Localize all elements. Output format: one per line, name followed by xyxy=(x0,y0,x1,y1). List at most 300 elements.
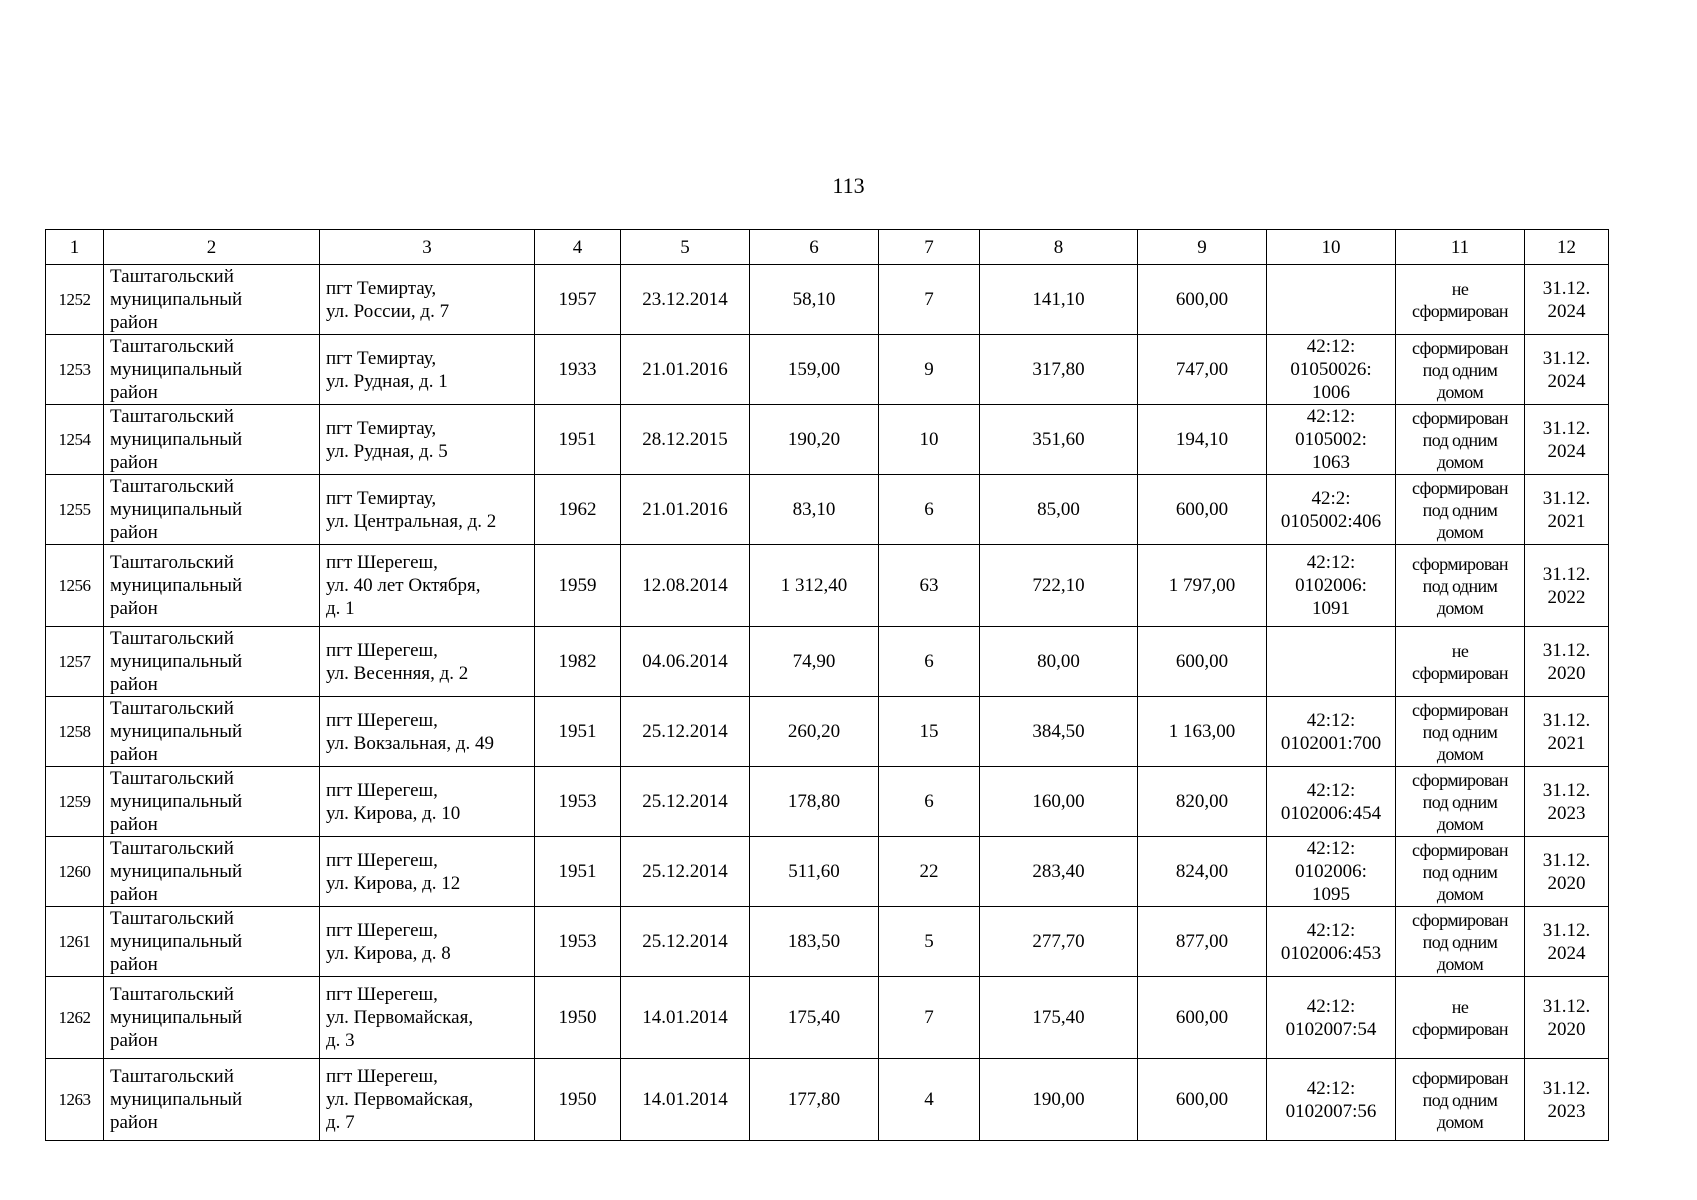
district-cell xyxy=(104,335,320,405)
column-header: 8 xyxy=(980,230,1138,265)
district-line: Таштагольский xyxy=(110,406,234,427)
address-line: пгт Шерегеш, xyxy=(326,1066,438,1087)
table-row xyxy=(46,837,1609,907)
col7-cell: 6 xyxy=(879,475,980,545)
district-cell xyxy=(104,907,320,977)
col8-cell: 283,40 xyxy=(980,837,1138,907)
column-header: 9 xyxy=(1138,230,1267,265)
district-line: район xyxy=(110,814,158,835)
cadastral-line: 1091 xyxy=(1312,598,1350,619)
district-line: муниципальный xyxy=(110,651,243,672)
cadastral-number-cell xyxy=(1267,265,1396,335)
cadastral-number-cell xyxy=(1267,405,1396,475)
cadastral-line: 42:2: xyxy=(1311,487,1351,509)
cadastral-number-cell xyxy=(1267,335,1396,405)
cadastral-number-cell xyxy=(1267,697,1396,767)
status-line: домом xyxy=(1436,521,1484,542)
col6-cell: 175,40 xyxy=(750,977,879,1059)
address-cell xyxy=(320,907,535,977)
land-status-cell xyxy=(1396,545,1525,627)
col6-cell: 190,20 xyxy=(750,405,879,475)
status-line: сформирован xyxy=(1412,839,1508,860)
table-row xyxy=(46,767,1609,837)
status-line: домом xyxy=(1436,597,1484,618)
district-cell xyxy=(104,405,320,475)
deadline-cell xyxy=(1525,627,1609,697)
status-line: не xyxy=(1451,278,1469,299)
column-header: 6 xyxy=(750,230,879,265)
deadline-line: 31.12. xyxy=(1542,417,1591,439)
col6-cell: 74,90 xyxy=(750,627,879,697)
date-cell: 12.08.2014 xyxy=(621,545,750,627)
column-header: 11 xyxy=(1396,230,1525,265)
address-line: пгт Шерегеш, xyxy=(326,552,438,573)
year-cell: 1953 xyxy=(535,767,621,837)
year-cell: 1951 xyxy=(535,837,621,907)
district-line: Таштагольский xyxy=(110,552,234,573)
year-cell: 1933 xyxy=(535,335,621,405)
address-line: д. 1 xyxy=(326,598,355,619)
column-header: 5 xyxy=(621,230,750,265)
district-line: муниципальный xyxy=(110,1089,243,1110)
deadline-line: 31.12. xyxy=(1542,709,1591,731)
address-line: пгт Шерегеш, xyxy=(326,709,438,731)
status-line: сформирован xyxy=(1412,337,1508,358)
address-line: пгт Шерегеш, xyxy=(326,639,438,661)
address-line: пгт Темиртау, xyxy=(326,347,437,369)
district-line: Таштагольский xyxy=(110,768,234,789)
cadastral-line: 0105002: xyxy=(1295,429,1367,450)
col9-cell: 194,10 xyxy=(1138,405,1267,475)
deadline-line: 31.12. xyxy=(1542,779,1591,801)
year-cell: 1950 xyxy=(535,1059,621,1141)
deadline-line: 31.12. xyxy=(1542,347,1591,369)
row-number-cell: 1255 xyxy=(46,475,104,545)
address-line: ул. Кирова, д. 12 xyxy=(326,872,461,894)
status-line: под одним xyxy=(1422,791,1498,812)
address-line: ул. Кирова, д. 10 xyxy=(326,802,461,824)
col6-cell: 83,10 xyxy=(750,475,879,545)
district-cell xyxy=(104,697,320,767)
status-line: под одним xyxy=(1422,499,1498,520)
date-cell: 04.06.2014 xyxy=(621,627,750,697)
column-header: 12 xyxy=(1525,230,1609,265)
row-number-cell: 1259 xyxy=(46,767,104,837)
address-cell xyxy=(320,1059,535,1141)
district-line: район xyxy=(110,884,158,905)
year-cell: 1957 xyxy=(535,265,621,335)
date-cell: 25.12.2014 xyxy=(621,767,750,837)
land-status-cell xyxy=(1396,697,1525,767)
col7-cell: 22 xyxy=(879,837,980,907)
address-line: ул. Центральная, д. 2 xyxy=(326,510,497,532)
district-line: Таштагольский xyxy=(110,336,234,357)
column-number-header-row xyxy=(46,230,1609,265)
date-cell: 14.01.2014 xyxy=(621,977,750,1059)
cadastral-number-cell xyxy=(1267,907,1396,977)
col9-cell: 600,00 xyxy=(1138,1059,1267,1141)
deadline-line: 2022 xyxy=(1547,586,1586,608)
col6-cell: 177,80 xyxy=(750,1059,879,1141)
status-line: сформирован xyxy=(1412,1018,1508,1039)
status-line: домом xyxy=(1436,1111,1484,1132)
table-row xyxy=(46,697,1609,767)
deadline-line: 2024 xyxy=(1547,300,1586,322)
col9-cell: 600,00 xyxy=(1138,627,1267,697)
cadastral-number-cell xyxy=(1267,545,1396,627)
deadline-cell xyxy=(1525,767,1609,837)
cadastral-line: 42:12: xyxy=(1306,838,1356,859)
year-cell: 1962 xyxy=(535,475,621,545)
cadastral-line: 1095 xyxy=(1312,884,1350,905)
row-number-cell: 1261 xyxy=(46,907,104,977)
address-line: ул. Первомайская, xyxy=(326,1089,474,1110)
deadline-line: 31.12. xyxy=(1542,487,1591,509)
col7-cell: 10 xyxy=(879,405,980,475)
district-line: район xyxy=(110,674,158,695)
column-header: 2 xyxy=(104,230,320,265)
col9-cell: 824,00 xyxy=(1138,837,1267,907)
cadastral-line: 1063 xyxy=(1312,452,1350,473)
status-line: под одним xyxy=(1422,931,1498,952)
deadline-line: 2020 xyxy=(1547,1018,1586,1040)
column-header: 3 xyxy=(320,230,535,265)
table-row xyxy=(46,475,1609,545)
deadline-line: 2024 xyxy=(1547,370,1586,392)
col8-cell: 141,10 xyxy=(980,265,1138,335)
district-line: муниципальный xyxy=(110,861,243,882)
deadline-cell xyxy=(1525,475,1609,545)
deadline-line: 31.12. xyxy=(1542,277,1591,299)
land-status-cell xyxy=(1396,767,1525,837)
col6-cell: 159,00 xyxy=(750,335,879,405)
cadastral-line: 42:12: xyxy=(1306,552,1356,573)
district-cell xyxy=(104,545,320,627)
status-line: сформирован xyxy=(1412,662,1508,683)
address-cell xyxy=(320,837,535,907)
col8-cell: 160,00 xyxy=(980,767,1138,837)
address-cell xyxy=(320,475,535,545)
date-cell: 23.12.2014 xyxy=(621,265,750,335)
table-row xyxy=(46,265,1609,335)
table-body xyxy=(46,230,1609,1141)
col9-cell: 1 163,00 xyxy=(1138,697,1267,767)
col7-cell: 6 xyxy=(879,767,980,837)
district-line: район xyxy=(110,598,158,619)
row-number-cell: 1260 xyxy=(46,837,104,907)
cadastral-number-cell xyxy=(1267,627,1396,697)
district-line: муниципальный xyxy=(110,359,243,380)
deadline-line: 2024 xyxy=(1547,440,1586,462)
deadline-cell xyxy=(1525,335,1609,405)
date-cell: 14.01.2014 xyxy=(621,1059,750,1141)
address-cell xyxy=(320,627,535,697)
deadline-line: 31.12. xyxy=(1542,639,1591,661)
column-header: 10 xyxy=(1267,230,1396,265)
status-line: домом xyxy=(1436,883,1484,904)
status-line: домом xyxy=(1436,953,1484,974)
status-line: под одним xyxy=(1422,429,1498,450)
col8-cell: 317,80 xyxy=(980,335,1138,405)
page-number: 113 xyxy=(832,173,865,198)
year-cell: 1982 xyxy=(535,627,621,697)
status-line: сформирован xyxy=(1412,300,1508,321)
status-line: под одним xyxy=(1422,575,1498,596)
col8-cell: 190,00 xyxy=(980,1059,1138,1141)
deadline-line: 31.12. xyxy=(1542,849,1591,871)
cadastral-line: 42:12: xyxy=(1306,779,1356,801)
col7-cell: 7 xyxy=(879,977,980,1059)
district-line: район xyxy=(110,1112,158,1133)
col9-cell: 1 797,00 xyxy=(1138,545,1267,627)
district-line: Таштагольский xyxy=(110,838,234,859)
deadline-cell xyxy=(1525,405,1609,475)
year-cell: 1959 xyxy=(535,545,621,627)
district-line: муниципальный xyxy=(110,429,243,450)
status-line: под одним xyxy=(1422,861,1498,882)
year-cell: 1950 xyxy=(535,977,621,1059)
cadastral-line: 0102006: xyxy=(1295,861,1367,882)
district-line: Таштагольский xyxy=(110,1066,234,1087)
district-line: Таштагольский xyxy=(110,476,234,497)
district-cell xyxy=(104,977,320,1059)
district-cell xyxy=(104,475,320,545)
address-line: пгт Шерегеш, xyxy=(326,984,438,1005)
district-cell xyxy=(104,1059,320,1141)
deadline-line: 31.12. xyxy=(1542,919,1591,941)
col8-cell: 175,40 xyxy=(980,977,1138,1059)
district-line: муниципальный xyxy=(110,1007,243,1028)
district-line: район xyxy=(110,954,158,975)
cadastral-line: 1006 xyxy=(1312,382,1350,403)
cadastral-line: 42:12: xyxy=(1306,709,1356,731)
address-line: пгт Темиртау, xyxy=(326,417,437,439)
status-line: сформирован xyxy=(1412,407,1508,428)
cadastral-line: 0102006: xyxy=(1295,575,1367,596)
status-line: сформирован xyxy=(1412,699,1508,720)
district-line: муниципальный xyxy=(110,721,243,742)
cadastral-line: 42:12: xyxy=(1306,995,1356,1017)
district-line: муниципальный xyxy=(110,575,243,596)
deadline-cell xyxy=(1525,545,1609,627)
date-cell: 21.01.2016 xyxy=(621,335,750,405)
address-line: ул. Весенняя, д. 2 xyxy=(326,662,469,684)
table-row xyxy=(46,405,1609,475)
cadastral-number-cell xyxy=(1267,837,1396,907)
land-status-cell xyxy=(1396,405,1525,475)
col6-cell: 58,10 xyxy=(750,265,879,335)
date-cell: 25.12.2014 xyxy=(621,697,750,767)
column-header: 1 xyxy=(46,230,104,265)
deadline-cell xyxy=(1525,1059,1609,1141)
district-cell xyxy=(104,767,320,837)
col7-cell: 15 xyxy=(879,697,980,767)
col8-cell: 384,50 xyxy=(980,697,1138,767)
address-cell xyxy=(320,545,535,627)
status-line: сформирован xyxy=(1412,477,1508,498)
col6-cell: 1 312,40 xyxy=(750,545,879,627)
cadastral-line: 0102006:453 xyxy=(1280,942,1382,964)
deadline-cell xyxy=(1525,697,1609,767)
district-line: Таштагольский xyxy=(110,698,234,719)
status-line: под одним xyxy=(1422,721,1498,742)
district-line: Таштагольский xyxy=(110,984,234,1005)
year-cell: 1951 xyxy=(535,697,621,767)
cadastral-line: 42:12: xyxy=(1306,919,1356,941)
row-number-cell: 1263 xyxy=(46,1059,104,1141)
deadline-line: 2021 xyxy=(1547,510,1586,532)
deadline-line: 2020 xyxy=(1547,872,1586,894)
district-cell xyxy=(104,627,320,697)
col6-cell: 183,50 xyxy=(750,907,879,977)
deadline-line: 31.12. xyxy=(1542,563,1591,585)
district-cell xyxy=(104,837,320,907)
col7-cell: 5 xyxy=(879,907,980,977)
status-line: домом xyxy=(1436,743,1484,764)
cadastral-number-cell xyxy=(1267,1059,1396,1141)
address-line: ул. Кирова, д. 8 xyxy=(326,942,451,964)
address-line: д. 7 xyxy=(326,1112,355,1133)
col8-cell: 722,10 xyxy=(980,545,1138,627)
land-status-cell xyxy=(1396,907,1525,977)
row-number-cell: 1256 xyxy=(46,545,104,627)
date-cell: 21.01.2016 xyxy=(621,475,750,545)
deadline-cell xyxy=(1525,265,1609,335)
deadline-line: 2023 xyxy=(1547,1100,1586,1122)
district-line: район xyxy=(110,452,158,473)
deadline-cell xyxy=(1525,837,1609,907)
col7-cell: 7 xyxy=(879,265,980,335)
district-line: район xyxy=(110,522,158,543)
deadline-cell xyxy=(1525,977,1609,1059)
cadastral-line: 0102006:454 xyxy=(1280,802,1382,824)
address-line: пгт Темиртау, xyxy=(326,487,437,509)
cadastral-line: 42:12: xyxy=(1306,336,1356,357)
address-line: ул. Рудная, д. 5 xyxy=(326,440,448,462)
cadastral-number-cell xyxy=(1267,977,1396,1059)
col7-cell: 63 xyxy=(879,545,980,627)
status-line: домом xyxy=(1436,813,1484,834)
year-cell: 1953 xyxy=(535,907,621,977)
address-line: ул. 40 лет Октября, xyxy=(326,575,481,596)
land-status-cell xyxy=(1396,977,1525,1059)
land-status-cell xyxy=(1396,475,1525,545)
date-cell: 28.12.2015 xyxy=(621,405,750,475)
land-status-cell xyxy=(1396,627,1525,697)
col8-cell: 80,00 xyxy=(980,627,1138,697)
table-row xyxy=(46,335,1609,405)
status-line: сформирован xyxy=(1412,769,1508,790)
col7-cell: 9 xyxy=(879,335,980,405)
address-line: пгт Шерегеш, xyxy=(326,919,438,941)
address-cell xyxy=(320,265,535,335)
table-row xyxy=(46,1059,1609,1141)
column-header: 7 xyxy=(879,230,980,265)
col9-cell: 820,00 xyxy=(1138,767,1267,837)
col9-cell: 600,00 xyxy=(1138,475,1267,545)
land-status-cell xyxy=(1396,335,1525,405)
col8-cell: 85,00 xyxy=(980,475,1138,545)
table-row xyxy=(46,545,1609,627)
deadline-line: 2024 xyxy=(1547,942,1586,964)
district-line: муниципальный xyxy=(110,931,243,952)
row-number-cell: 1257 xyxy=(46,627,104,697)
address-line: пгт Шерегеш, xyxy=(326,779,438,801)
district-line: Таштагольский xyxy=(110,908,234,929)
district-cell xyxy=(104,265,320,335)
col6-cell: 511,60 xyxy=(750,837,879,907)
district-line: район xyxy=(110,312,158,333)
col8-cell: 351,60 xyxy=(980,405,1138,475)
status-line: сформирован xyxy=(1412,909,1508,930)
col7-cell: 6 xyxy=(879,627,980,697)
status-line: под одним xyxy=(1422,359,1498,380)
col7-cell: 4 xyxy=(879,1059,980,1141)
address-cell xyxy=(320,335,535,405)
district-line: муниципальный xyxy=(110,289,243,310)
address-line: ул. Вокзальная, д. 49 xyxy=(326,732,495,754)
deadline-line: 31.12. xyxy=(1542,1077,1591,1099)
status-line: не xyxy=(1451,996,1469,1017)
address-line: ул. Рудная, д. 1 xyxy=(326,370,448,392)
address-cell xyxy=(320,767,535,837)
col9-cell: 747,00 xyxy=(1138,335,1267,405)
deadline-line: 2021 xyxy=(1547,732,1586,754)
row-number-cell: 1253 xyxy=(46,335,104,405)
column-header: 4 xyxy=(535,230,621,265)
date-cell: 25.12.2014 xyxy=(621,837,750,907)
status-line: под одним xyxy=(1422,1089,1498,1110)
address-line: д. 3 xyxy=(326,1030,355,1051)
cadastral-number-cell xyxy=(1267,767,1396,837)
row-number-cell: 1262 xyxy=(46,977,104,1059)
col6-cell: 178,80 xyxy=(750,767,879,837)
address-line: ул. Первомайская, xyxy=(326,1007,474,1028)
table-row xyxy=(46,977,1609,1059)
district-line: Таштагольский xyxy=(110,628,234,649)
cadastral-line: 0102007:56 xyxy=(1285,1100,1377,1122)
deadline-line: 31.12. xyxy=(1542,995,1591,1017)
district-line: муниципальный xyxy=(110,499,243,520)
cadastral-number-cell xyxy=(1267,475,1396,545)
cadastral-line: 0102007:54 xyxy=(1285,1018,1377,1040)
address-line: пгт Шерегеш, xyxy=(326,849,438,871)
land-status-cell xyxy=(1396,837,1525,907)
deadline-line: 2023 xyxy=(1547,802,1586,824)
table-row xyxy=(46,907,1609,977)
status-line: сформирован xyxy=(1412,553,1508,574)
date-cell: 25.12.2014 xyxy=(621,907,750,977)
address-cell xyxy=(320,977,535,1059)
cadastral-line: 42:12: xyxy=(1306,406,1356,427)
cadastral-line: 01050026: xyxy=(1290,359,1372,380)
status-line: домом xyxy=(1436,381,1484,402)
row-number-cell: 1258 xyxy=(46,697,104,767)
row-number-cell: 1252 xyxy=(46,265,104,335)
district-line: район xyxy=(110,744,158,765)
district-line: муниципальный xyxy=(110,791,243,812)
land-status-cell xyxy=(1396,265,1525,335)
col9-cell: 600,00 xyxy=(1138,977,1267,1059)
row-number-cell: 1254 xyxy=(46,405,104,475)
cadastral-line: 0102001:700 xyxy=(1280,732,1382,754)
table-row xyxy=(46,627,1609,697)
cadastral-line: 0105002:406 xyxy=(1280,510,1382,532)
col6-cell: 260,20 xyxy=(750,697,879,767)
address-line: ул. России, д. 7 xyxy=(326,300,450,322)
status-line: не xyxy=(1451,640,1469,661)
col9-cell: 877,00 xyxy=(1138,907,1267,977)
